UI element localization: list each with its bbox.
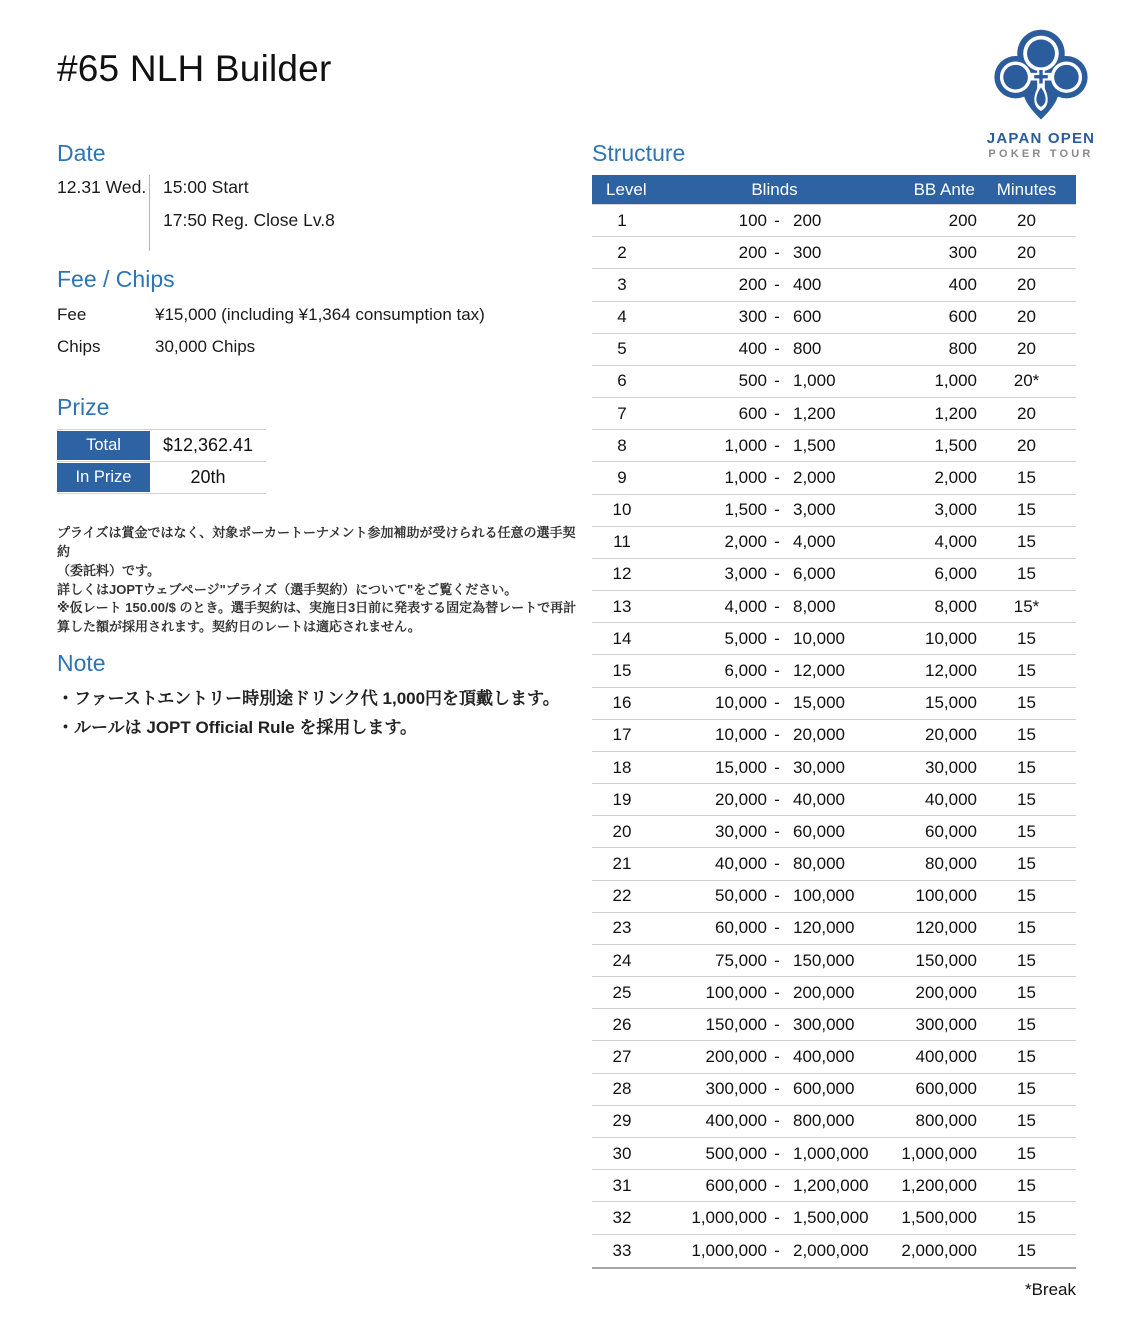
note-item: ・ファーストエントリー時別途ドリンク代 1,000円を頂戴します。 <box>57 689 560 708</box>
level-cell: 22 <box>612 886 632 906</box>
big-blind-cell: 120,000 <box>793 918 855 938</box>
prize-disclaimer-line: 算した額が採用されます。契約日のレートは適応されません。 <box>57 619 421 635</box>
note-item: ・ルールは JOPT Official Rule を採用します。 <box>57 717 418 737</box>
small-blind-cell: 4,000 <box>724 596 767 616</box>
blinds-dash: - <box>774 1079 780 1099</box>
structure-row <box>592 977 1076 1009</box>
prize-table <box>57 429 266 494</box>
big-blind-cell: 1,200 <box>793 403 836 423</box>
minutes-cell: 15 <box>1017 660 1036 680</box>
structure-row <box>592 302 1076 334</box>
prize-row-value: $12,362.41 <box>162 435 254 455</box>
level-cell: 18 <box>612 757 632 777</box>
minutes-cell: 15 <box>1017 500 1036 520</box>
minutes-cell: 20 <box>1017 339 1036 359</box>
minutes-cell: 15 <box>1017 789 1036 809</box>
small-blind-cell: 100,000 <box>705 982 767 1002</box>
big-blind-cell: 1,500,000 <box>793 1207 869 1227</box>
minutes-cell: 15 <box>1017 982 1036 1002</box>
level-cell: 19 <box>612 789 632 809</box>
small-blind-cell: 6,000 <box>724 660 767 680</box>
bb-ante-cell: 300,000 <box>915 1014 977 1034</box>
bb-ante-cell: 300 <box>948 242 977 262</box>
minutes-cell: 15 <box>1017 950 1036 970</box>
prize-row-value: 20th <box>190 467 226 487</box>
minutes-cell: 15 <box>1017 1175 1036 1195</box>
structure-row <box>592 913 1076 945</box>
big-blind-cell: 15,000 <box>793 693 845 713</box>
level-cell: 2 <box>617 242 627 262</box>
fee-chips-section <box>57 266 577 357</box>
small-blind-cell: 200 <box>738 274 767 294</box>
minutes-cell: 20 <box>1017 242 1036 262</box>
prize-row <box>57 430 266 462</box>
date-time: 17:50 Reg. Close Lv.8 <box>163 210 335 230</box>
small-blind-cell: 40,000 <box>715 854 767 874</box>
blinds-dash: - <box>774 821 780 841</box>
blinds-dash: - <box>774 660 780 680</box>
bb-ante-cell: 12,000 <box>925 660 977 680</box>
level-cell: 20 <box>612 821 632 841</box>
structure-row <box>592 398 1076 430</box>
bb-ante-cell: 40,000 <box>925 789 977 809</box>
minutes-cell: 15 <box>1017 918 1036 938</box>
bb-ante-cell: 600,000 <box>915 1079 977 1099</box>
level-cell: 8 <box>617 435 627 455</box>
level-cell: 17 <box>612 725 632 745</box>
fee-row <box>57 337 577 357</box>
column-header-level: Level <box>606 179 647 199</box>
level-cell: 7 <box>617 403 627 423</box>
small-blind-cell: 60,000 <box>715 918 767 938</box>
blinds-dash: - <box>774 918 780 938</box>
structure-row <box>592 1138 1076 1170</box>
structure-row <box>592 881 1076 913</box>
big-blind-cell: 100,000 <box>793 886 855 906</box>
minutes-cell: 15 <box>1017 467 1036 487</box>
small-blind-cell: 300,000 <box>705 1079 767 1099</box>
structure-row <box>592 1170 1076 1202</box>
level-cell: 33 <box>612 1240 632 1260</box>
prize-section <box>57 394 266 494</box>
level-cell: 15 <box>612 660 632 680</box>
fee-row-label: Chips <box>57 337 101 356</box>
blinds-dash: - <box>774 982 780 1002</box>
structure-row <box>592 1202 1076 1234</box>
date-time: 15:00 Start <box>163 177 249 197</box>
minutes-cell: 15* <box>1013 596 1040 616</box>
blinds-dash: - <box>774 1111 780 1131</box>
big-blind-cell: 60,000 <box>793 821 845 841</box>
level-cell: 1 <box>617 210 627 230</box>
structure-row <box>592 591 1076 623</box>
small-blind-cell: 1,000 <box>724 467 767 487</box>
blinds-dash: - <box>774 1207 780 1227</box>
bb-ante-cell: 1,500,000 <box>901 1207 977 1227</box>
minutes-cell: 20* <box>1013 371 1040 391</box>
level-cell: 14 <box>612 628 632 648</box>
bb-ante-cell: 80,000 <box>925 854 977 874</box>
level-cell: 13 <box>612 596 632 616</box>
bb-ante-cell: 1,000 <box>934 371 977 391</box>
prize-row-label: Total <box>57 431 150 460</box>
blinds-dash: - <box>774 596 780 616</box>
minutes-cell: 15 <box>1017 532 1036 552</box>
break-footnote: *Break <box>1024 1279 1076 1299</box>
small-blind-cell: 3,000 <box>724 564 767 584</box>
big-blind-cell: 300,000 <box>793 1014 855 1034</box>
minutes-cell: 15 <box>1017 1111 1036 1131</box>
prize-disclaimer-line: プライズは賞金ではなく、対象ポーカートーナメント参加補助が受けられる任意の選手契約 <box>57 525 576 559</box>
bb-ante-cell: 2,000 <box>934 467 977 487</box>
structure-row <box>592 816 1076 848</box>
structure-row <box>592 527 1076 559</box>
minutes-cell: 20 <box>1017 210 1036 230</box>
level-cell: 23 <box>612 918 632 938</box>
minutes-cell: 15 <box>1017 693 1036 713</box>
note-heading: Note <box>57 650 106 676</box>
structure-row <box>592 1009 1076 1041</box>
small-blind-cell: 150,000 <box>705 1014 767 1034</box>
level-cell: 29 <box>612 1111 632 1131</box>
minutes-cell: 15 <box>1017 1079 1036 1099</box>
structure-section <box>592 140 1076 1300</box>
bb-ante-cell: 200,000 <box>915 982 977 1002</box>
big-blind-cell: 150,000 <box>793 950 855 970</box>
minutes-cell: 15 <box>1017 1014 1036 1034</box>
big-blind-cell: 80,000 <box>793 854 845 874</box>
level-cell: 26 <box>612 1014 632 1034</box>
small-blind-cell: 400 <box>738 339 767 359</box>
blinds-dash: - <box>774 500 780 520</box>
structure-row <box>592 366 1076 398</box>
bb-ante-cell: 6,000 <box>934 564 977 584</box>
big-blind-cell: 600,000 <box>793 1079 855 1099</box>
logo-text-poker-tour: POKER TOUR <box>988 148 1094 160</box>
minutes-cell: 20 <box>1017 307 1036 327</box>
prize-row <box>57 462 266 494</box>
level-cell: 16 <box>612 693 632 713</box>
blinds-dash: - <box>774 789 780 809</box>
club-icon <box>980 28 1102 128</box>
blinds-dash: - <box>774 693 780 713</box>
bb-ante-cell: 100,000 <box>915 886 977 906</box>
small-blind-cell: 30,000 <box>715 821 767 841</box>
minutes-cell: 15 <box>1017 821 1036 841</box>
structure-table-header <box>592 175 1076 204</box>
note-section <box>57 650 597 743</box>
date-heading: Date <box>57 140 106 166</box>
blinds-dash: - <box>774 403 780 423</box>
bb-ante-cell: 1,000,000 <box>901 1143 977 1163</box>
big-blind-cell: 800,000 <box>793 1111 855 1131</box>
minutes-cell: 15 <box>1017 1207 1036 1227</box>
minutes-cell: 15 <box>1017 1047 1036 1067</box>
minutes-cell: 15 <box>1017 886 1036 906</box>
page-title: #65 NLH Builder <box>57 48 332 89</box>
structure-row <box>592 1041 1076 1073</box>
bb-ante-cell: 3,000 <box>934 500 977 520</box>
big-blind-cell: 2,000,000 <box>793 1240 869 1260</box>
blinds-dash: - <box>774 1047 780 1067</box>
bb-ante-cell: 150,000 <box>915 950 977 970</box>
blinds-dash: - <box>774 1175 780 1195</box>
bb-ante-cell: 600 <box>948 307 977 327</box>
structure-row <box>592 784 1076 816</box>
blinds-dash: - <box>774 532 780 552</box>
blinds-dash: - <box>774 1014 780 1034</box>
level-cell: 27 <box>612 1047 632 1067</box>
structure-row <box>592 1074 1076 1106</box>
big-blind-cell: 200 <box>793 210 822 230</box>
blinds-dash: - <box>774 854 780 874</box>
bb-ante-cell: 800,000 <box>915 1111 977 1131</box>
big-blind-cell: 3,000 <box>793 500 836 520</box>
bb-ante-cell: 800 <box>948 339 977 359</box>
structure-row <box>592 752 1076 784</box>
structure-row <box>592 462 1076 494</box>
bb-ante-cell: 4,000 <box>934 532 977 552</box>
level-cell: 10 <box>612 500 632 520</box>
blinds-dash: - <box>774 757 780 777</box>
bb-ante-cell: 30,000 <box>925 757 977 777</box>
small-blind-cell: 1,500 <box>724 500 767 520</box>
blinds-dash: - <box>774 950 780 970</box>
date-section <box>57 140 557 251</box>
structure-row <box>592 237 1076 269</box>
small-blind-cell: 200,000 <box>705 1047 767 1067</box>
fee-row <box>57 305 577 325</box>
small-blind-cell: 500,000 <box>705 1143 767 1163</box>
small-blind-cell: 15,000 <box>715 757 767 777</box>
structure-table-body <box>592 204 1076 1269</box>
structure-row <box>592 1106 1076 1138</box>
structure-row <box>592 655 1076 687</box>
bb-ante-cell: 15,000 <box>925 693 977 713</box>
prize-disclaimer-line: 詳しくはJOPTウェブページ"プライズ（選手契約）について"をご覧ください。 <box>57 581 518 597</box>
small-blind-cell: 20,000 <box>715 789 767 809</box>
structure-row <box>592 688 1076 720</box>
structure-heading: Structure <box>592 140 686 166</box>
blinds-dash: - <box>774 307 780 327</box>
big-blind-cell: 600 <box>793 307 822 327</box>
small-blind-cell: 5,000 <box>724 628 767 648</box>
logo-text-japan-open: JAPAN OPEN <box>986 130 1096 147</box>
bb-ante-cell: 400 <box>948 274 977 294</box>
blinds-dash: - <box>774 371 780 391</box>
small-blind-cell: 200 <box>738 242 767 262</box>
big-blind-cell: 12,000 <box>793 660 845 680</box>
small-blind-cell: 600,000 <box>705 1175 767 1195</box>
prize-heading: Prize <box>57 394 110 420</box>
level-cell: 5 <box>617 339 627 359</box>
small-blind-cell: 2,000 <box>724 532 767 552</box>
blinds-dash: - <box>774 886 780 906</box>
big-blind-cell: 6,000 <box>793 564 836 584</box>
small-blind-cell: 50,000 <box>715 886 767 906</box>
level-cell: 30 <box>612 1143 632 1163</box>
small-blind-cell: 400,000 <box>705 1111 767 1131</box>
level-cell: 25 <box>612 982 632 1002</box>
small-blind-cell: 1,000,000 <box>691 1207 767 1227</box>
bb-ante-cell: 8,000 <box>934 596 977 616</box>
minutes-cell: 15 <box>1017 854 1036 874</box>
prize-disclaimer-line: （委託料）です。 <box>57 562 160 578</box>
bb-ante-cell: 200 <box>948 210 977 230</box>
structure-row <box>592 205 1076 237</box>
fee-chips-heading: Fee / Chips <box>57 266 175 292</box>
minutes-cell: 20 <box>1017 435 1036 455</box>
date-times <box>149 175 335 251</box>
blinds-dash: - <box>774 274 780 294</box>
structure-row <box>592 720 1076 752</box>
bb-ante-cell: 1,200,000 <box>901 1175 977 1195</box>
big-blind-cell: 40,000 <box>793 789 845 809</box>
big-blind-cell: 30,000 <box>793 757 845 777</box>
prize-disclaimer-line: ※仮レート 150.00/$ のとき。選手契約は、実施日3日前に発表する固定為替レートで再計 <box>57 600 577 616</box>
level-cell: 32 <box>612 1207 632 1227</box>
big-blind-cell: 300 <box>793 242 822 262</box>
level-cell: 28 <box>612 1079 632 1099</box>
structure-row <box>592 848 1076 880</box>
date-value: 12.31 Wed. <box>57 177 147 197</box>
small-blind-cell: 1,000 <box>724 435 767 455</box>
bb-ante-cell: 2,000,000 <box>901 1240 977 1260</box>
blinds-dash: - <box>774 1240 780 1260</box>
structure-row <box>592 269 1076 301</box>
bb-ante-cell: 60,000 <box>925 821 977 841</box>
big-blind-cell: 400,000 <box>793 1047 855 1067</box>
level-cell: 21 <box>612 854 632 874</box>
fee-row-label: Fee <box>57 305 87 324</box>
blinds-dash: - <box>774 210 780 230</box>
small-blind-cell: 10,000 <box>715 725 767 745</box>
bb-ante-cell: 1,500 <box>934 435 977 455</box>
structure-row <box>592 1235 1076 1267</box>
bb-ante-cell: 1,200 <box>934 403 977 423</box>
small-blind-cell: 1,000,000 <box>691 1240 767 1260</box>
level-cell: 31 <box>612 1175 632 1195</box>
level-cell: 6 <box>617 371 627 391</box>
big-blind-cell: 200,000 <box>793 982 855 1002</box>
blinds-dash: - <box>774 725 780 745</box>
blinds-dash: - <box>774 628 780 648</box>
level-cell: 24 <box>612 950 632 970</box>
big-blind-cell: 1,000,000 <box>793 1143 869 1163</box>
big-blind-cell: 20,000 <box>793 725 845 745</box>
prize-disclaimer <box>57 524 587 637</box>
level-cell: 12 <box>612 564 632 584</box>
minutes-cell: 15 <box>1017 757 1036 777</box>
small-blind-cell: 75,000 <box>715 950 767 970</box>
blinds-dash: - <box>774 435 780 455</box>
minutes-cell: 20 <box>1017 274 1036 294</box>
bb-ante-cell: 400,000 <box>915 1047 977 1067</box>
minutes-cell: 15 <box>1017 628 1036 648</box>
big-blind-cell: 400 <box>793 274 822 294</box>
minutes-cell: 20 <box>1017 403 1036 423</box>
structure-row <box>592 430 1076 462</box>
level-cell: 4 <box>617 307 627 327</box>
big-blind-cell: 1,000 <box>793 371 836 391</box>
minutes-cell: 15 <box>1017 725 1036 745</box>
big-blind-cell: 1,500 <box>793 435 836 455</box>
blinds-dash: - <box>774 242 780 262</box>
small-blind-cell: 10,000 <box>715 693 767 713</box>
structure-row <box>592 334 1076 366</box>
bb-ante-cell: 10,000 <box>925 628 977 648</box>
small-blind-cell: 100 <box>738 210 767 230</box>
structure-row <box>592 945 1076 977</box>
structure-row <box>592 559 1076 591</box>
structure-row <box>592 495 1076 527</box>
minutes-cell: 15 <box>1017 1240 1036 1260</box>
small-blind-cell: 300 <box>738 307 767 327</box>
level-cell: 11 <box>613 532 631 552</box>
column-header-blinds: Blinds <box>751 179 798 199</box>
blinds-dash: - <box>774 339 780 359</box>
level-cell: 3 <box>617 274 627 294</box>
bb-ante-cell: 20,000 <box>925 725 977 745</box>
minutes-cell: 15 <box>1017 1143 1036 1163</box>
small-blind-cell: 500 <box>738 371 767 391</box>
column-header-minutes: Minutes <box>996 179 1057 199</box>
blinds-dash: - <box>774 1143 780 1163</box>
big-blind-cell: 8,000 <box>793 596 836 616</box>
prize-row-label: In Prize <box>57 463 150 492</box>
big-blind-cell: 4,000 <box>793 532 836 552</box>
structure-row <box>592 623 1076 655</box>
fee-row-value: 30,000 Chips <box>155 337 256 356</box>
small-blind-cell: 600 <box>738 403 767 423</box>
big-blind-cell: 2,000 <box>793 467 836 487</box>
big-blind-cell: 800 <box>793 339 822 359</box>
blinds-dash: - <box>774 564 780 584</box>
column-header-bb-ante: BB Ante <box>913 179 975 199</box>
big-blind-cell: 10,000 <box>793 628 845 648</box>
minutes-cell: 15 <box>1017 564 1036 584</box>
blinds-dash: - <box>774 467 780 487</box>
bb-ante-cell: 120,000 <box>915 918 977 938</box>
fee-row-value: ¥15,000 (including ¥1,364 consumption tax) <box>155 305 485 324</box>
big-blind-cell: 1,200,000 <box>793 1175 869 1195</box>
level-cell: 9 <box>617 467 627 487</box>
